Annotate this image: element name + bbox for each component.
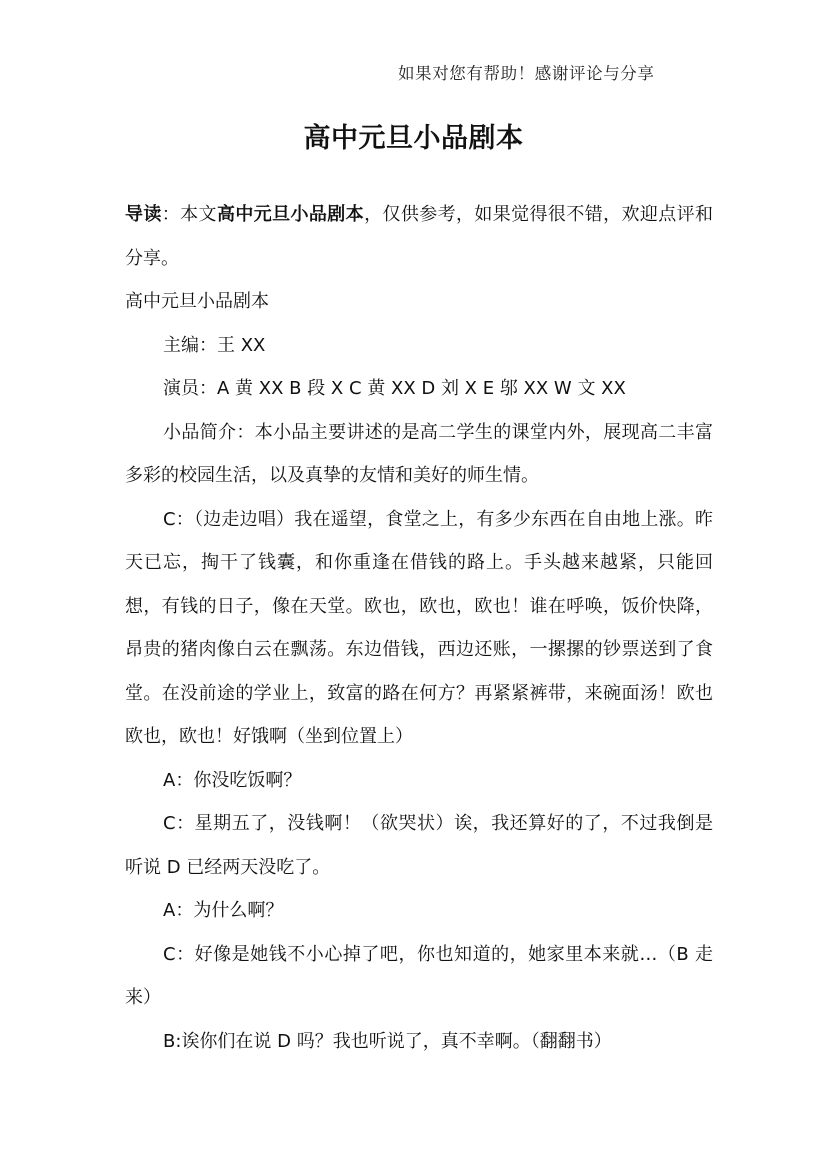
intro-label: 导读 xyxy=(125,204,162,225)
dialogue-line: A：为什么啊？ xyxy=(163,900,284,921)
dialogue-line: C：好像是她钱不小心掉了吧，你也知道的，她家里本来就…（B 走来） xyxy=(125,943,713,1008)
subtitle: 高中元旦小品剧本 xyxy=(125,291,269,312)
dialogue-line: C：（边走边唱）我在遥望，食堂之上，有多少东西在自由地上涨。昨天已忘，掏干了钱囊，和你重逢在借钱的路上。手头越来越紧，只能回想，有钱的日子，像在天堂。欧也，欧也，欧也！谁在呼唤，饭价快降，昂贵的猪肉像白云在飘荡。东边借钱，西边还账，一摞摞的钞票送到了食堂。在没前途的学业上，致富的路在何方？再紧紧裤带，来碗面汤！欧也欧也，欧也！好饿啊（坐到位置上） xyxy=(125,508,713,747)
intro-title-ref: 高中元旦小品剧本 xyxy=(216,204,365,225)
document-body xyxy=(125,193,713,1063)
paragraph-synopsis: 小品简介：本小品主要讲述的是高二学生的课堂内外，展现高二丰富多彩的校园生活，以及真挚的友情和美好的师生情。 xyxy=(125,421,713,486)
dialogue-line: A：你没吃饭啊？ xyxy=(163,769,302,791)
intro-separator: ：本文 xyxy=(161,204,217,225)
document-title: 高中元旦小品剧本 xyxy=(303,123,524,154)
paragraph-cast: 演员：A 黄 XX B 段 X C 黄 XX D 刘 X E 邬 XX W 文 XX xyxy=(163,378,626,399)
paragraph-editor: 主编：王 XX xyxy=(163,334,266,356)
header-note: 如果对您有帮助！感谢评论与分享 xyxy=(398,64,655,83)
intro-rest: ，仅供参考，如果觉得很不错，欢迎点评和分享。 xyxy=(125,204,714,269)
dialogue-line: B:诶你们在说 D 吗？我也听说了，真不幸啊。（翻翻书） xyxy=(163,1030,612,1052)
intro-paragraph xyxy=(125,193,713,280)
dialogue-line: C：星期五了，没钱啊！（欲哭状）诶，我还算好的了，不过我倒是听说 D 已经两天没吃了。 xyxy=(125,813,713,878)
